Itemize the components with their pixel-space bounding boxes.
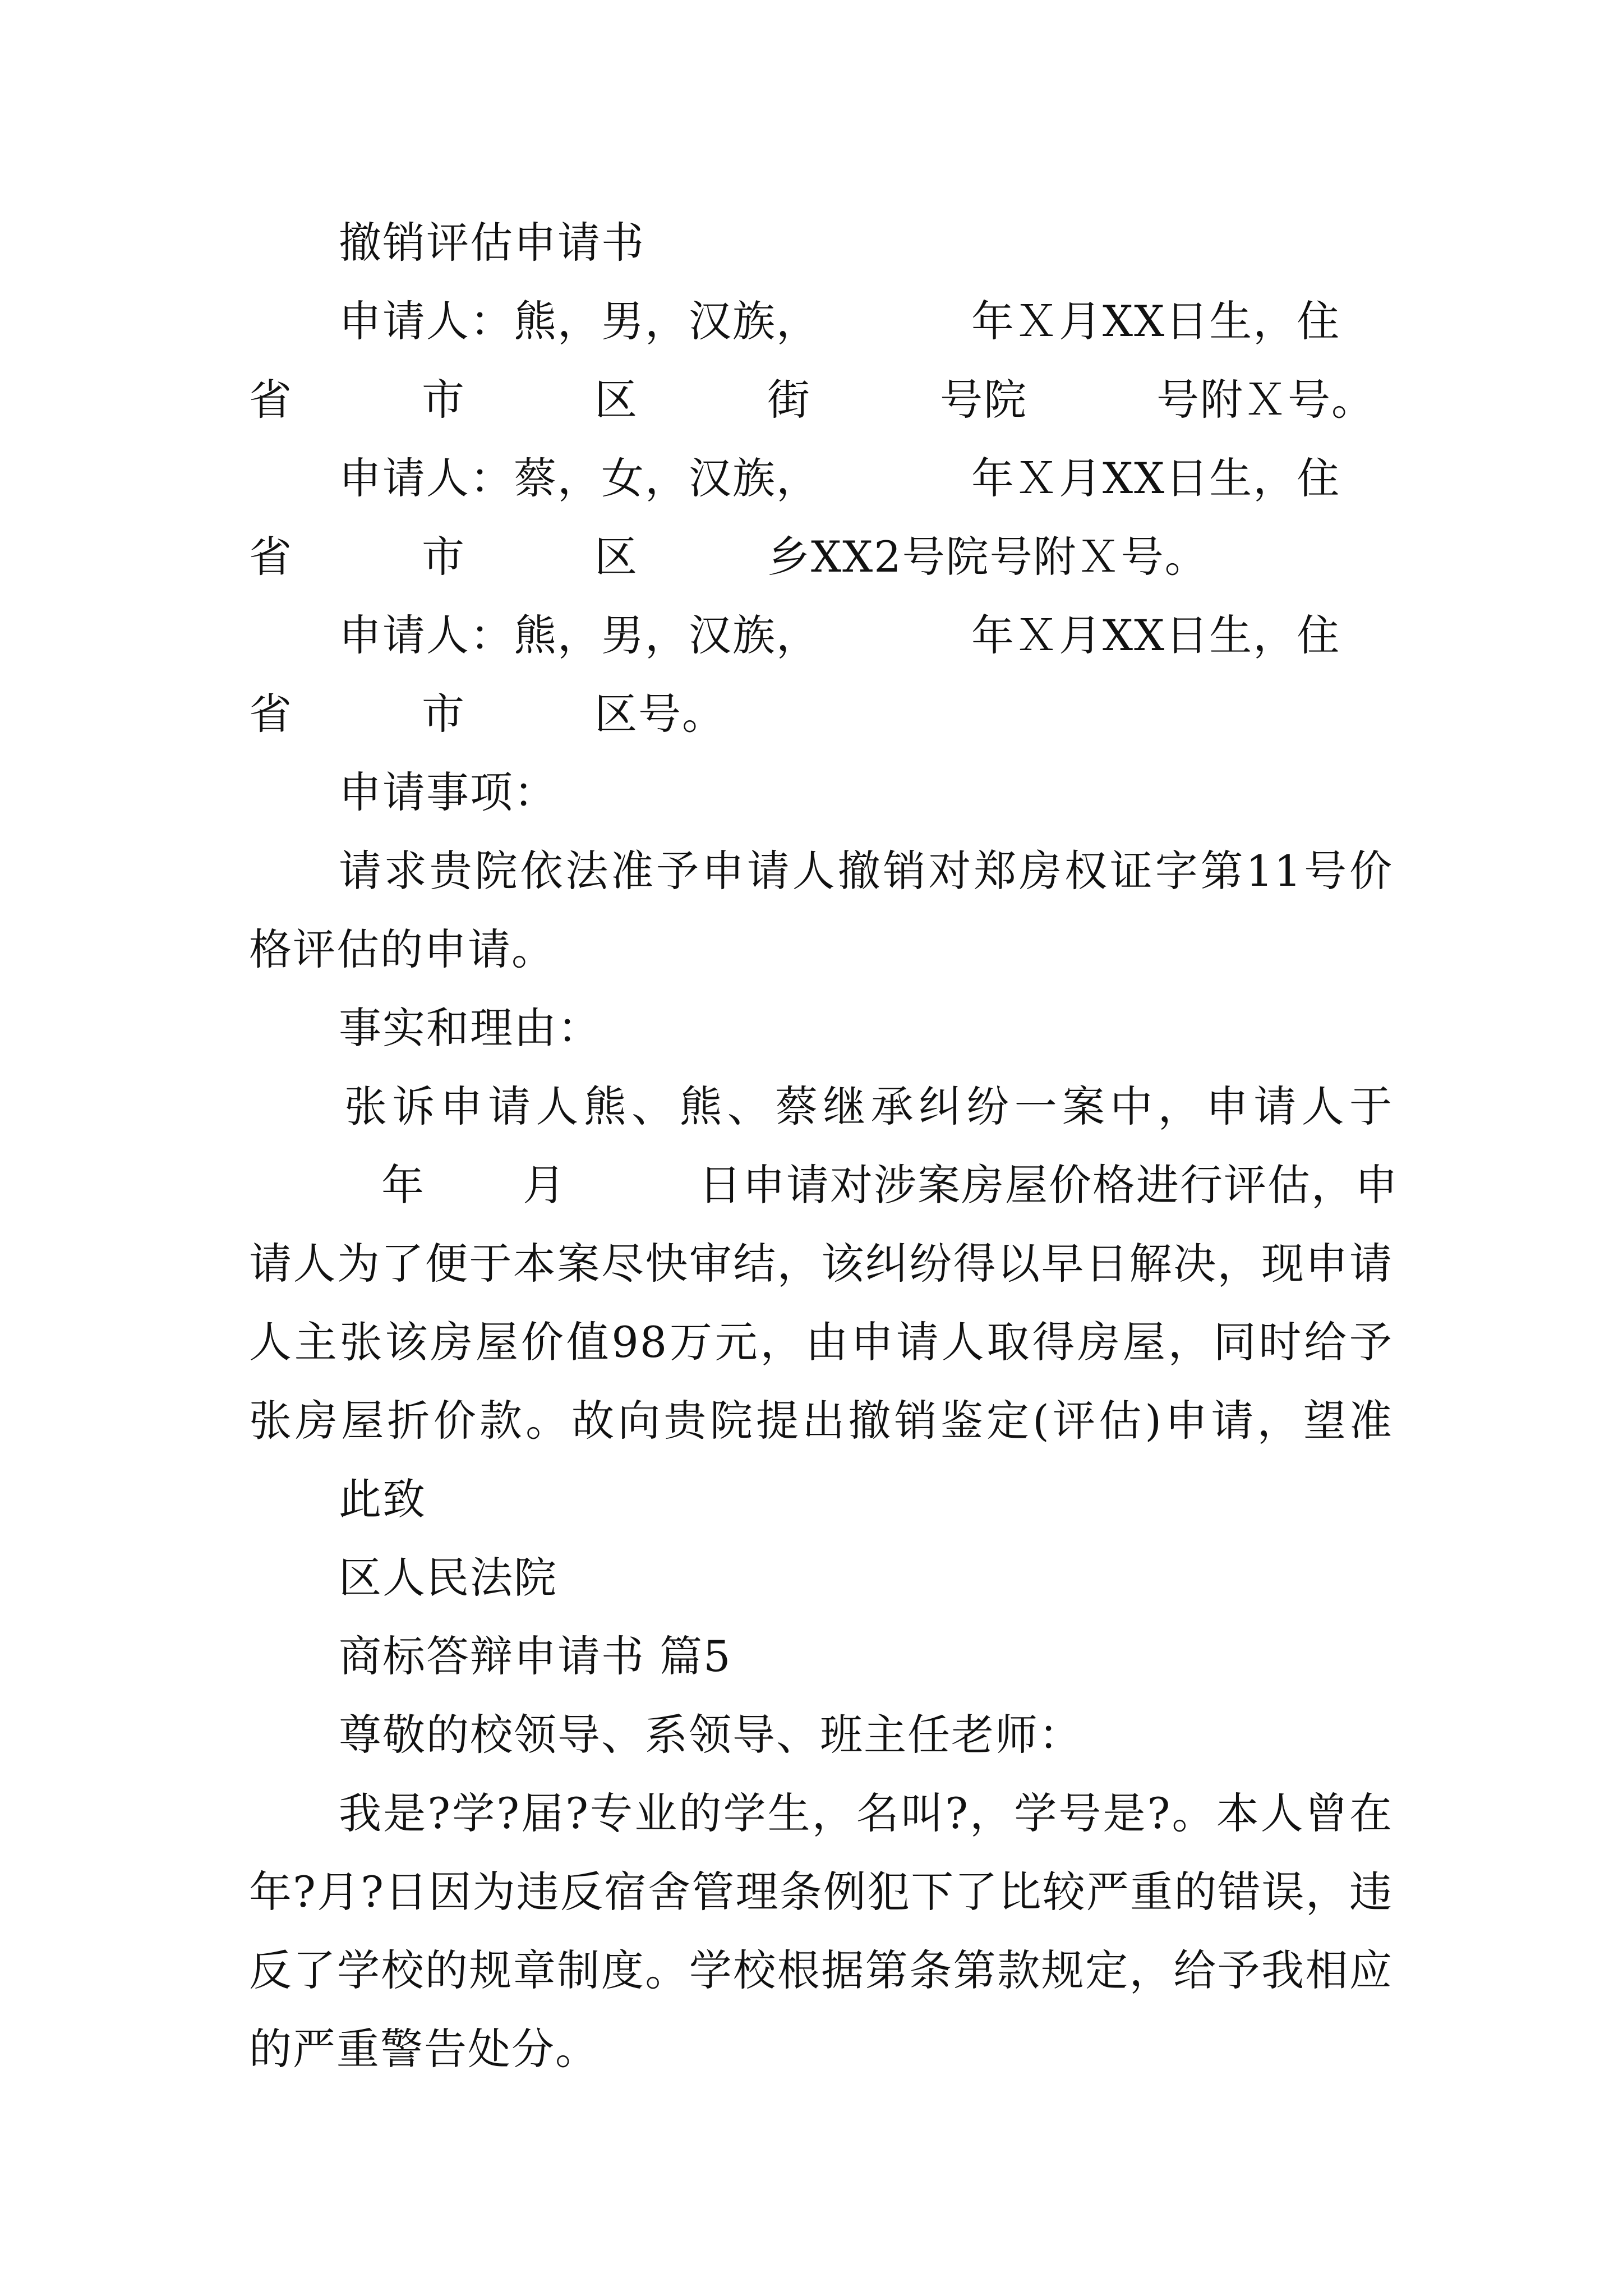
document-title: 撤销评估申请书 [339,218,645,268]
section-title: 商标答辩申请书 篇5 [339,1631,732,1681]
facts-line-4: 人主张该房屋价值98万元，由申请人取得房屋，同时给予 [249,1317,1393,1367]
request-line-1: 请求贵院依法准予申请人撤销对郑房权证字第11号价 [339,846,1393,896]
applicant-3-address-line: 省 市 区号。 [249,689,726,739]
body-line-2: 年?月?日因为违反宿舍管理条例犯下了比较严重的错误，违 [249,1867,1393,1917]
applicant-3-line: 申请人：熊，男，汉族， 年Ｘ月XX日生，住 [339,610,1341,660]
request-line-2: 格评估的申请。 [249,924,555,974]
body-line-3: 反了学校的规章制度。学校根据第条第款规定，给予我相应 [249,1945,1393,1995]
request-heading: 申请事项： [339,767,557,817]
closing-line: 此致 [339,1474,426,1524]
applicant-2-line: 申请人：蔡，女，汉族， 年Ｘ月XX日生，住 [339,453,1341,503]
applicant-1-address-line: 省 市 区 街 号院 号附Ｘ号。 [249,375,1375,425]
facts-heading: 事实和理由： [339,1003,601,1053]
court-line: 区人民法院 [339,1553,557,1603]
salutation-line: 尊敬的校领导、系领导、班主任老师： [339,1710,1082,1760]
facts-line-2: 年 月 日申请对涉案房屋价格进行评估，申 [381,1160,1399,1210]
body-line-1: 我是?学?届?专业的学生，名叫?，学号是?。本人曾在 [339,1788,1393,1838]
body-line-4: 的严重警告处分。 [249,2024,599,2074]
facts-line-3: 请人为了便于本案尽快审结，该纠纷得以早日解决，现申请 [249,1239,1393,1289]
applicant-1-line: 申请人：熊，男，汉族， 年Ｘ月XX日生，住 [339,296,1341,346]
facts-line-1: 张诉申请人熊、熊、蔡继承纠纷一案中，申请人于 [344,1082,1393,1131]
facts-line-5: 张房屋折价款。故向贵院提出撤销鉴定(评估)申请，望准 [249,1396,1393,1446]
applicant-2-address-line: 省 市 区 乡XX2号院号附Ｘ号。 [249,532,1209,582]
